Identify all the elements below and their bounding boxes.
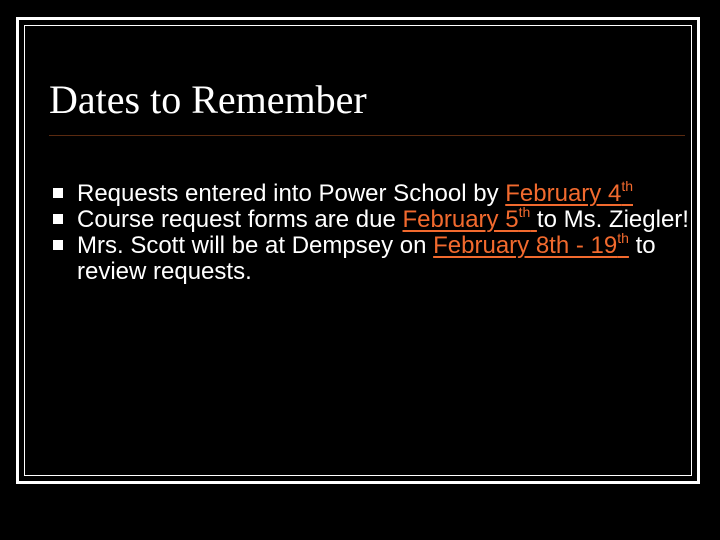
square-bullet-icon — [53, 214, 63, 224]
date-superscript: th — [621, 178, 633, 194]
title-divider — [49, 135, 685, 136]
bullet-text: to review requests. — [77, 232, 656, 285]
square-bullet-icon — [53, 240, 63, 250]
slide-title: Dates to Remember — [49, 77, 367, 122]
date-superscript: th — [518, 204, 531, 220]
bullet-item-mrs-scott — [53, 230, 693, 285]
date-highlight — [433, 232, 629, 259]
date-trailing-space — [530, 206, 537, 233]
bullet-text: Course request forms are due — [77, 206, 403, 233]
date-text: February 4 — [505, 180, 622, 207]
square-bullet-icon — [53, 188, 63, 198]
bullet-item-course-forms — [53, 204, 693, 233]
date-text: February 5 — [402, 206, 519, 233]
bullet-item-power-school — [53, 178, 693, 207]
bullet-text: Requests entered into Power School by — [77, 180, 506, 207]
bullet-text: to Ms. Ziegler! — [536, 206, 689, 233]
date-highlight — [505, 180, 633, 207]
bullet-text: Mrs. Scott will be at Dempsey on — [77, 232, 434, 259]
bullet-list — [53, 178, 693, 285]
date-superscript: th — [617, 230, 629, 246]
date-highlight — [403, 206, 537, 233]
date-text: February 8th - 19 — [433, 232, 618, 259]
